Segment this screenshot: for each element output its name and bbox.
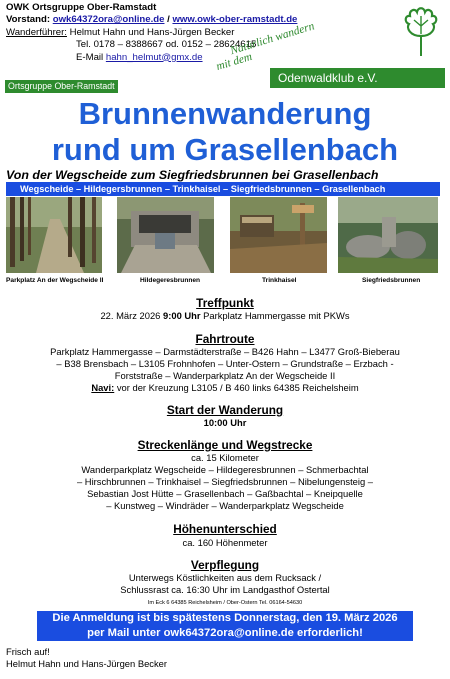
oak-leaf-icon (400, 6, 442, 58)
fahrtroute-line1: Parkplatz Hammergasse – Darmstädterstraße – B426 Hahn – L3477 Groß-Bieberau (50, 346, 400, 357)
vorstand-email-link[interactable]: owk64372ora@online.de (52, 14, 165, 26)
anmeldung-line2: per Mail unter owk64372ora@online.de erforderlich! (87, 627, 363, 639)
start-heading: Start der Wanderung (166, 403, 284, 417)
photo-siegfriedsbrunnen (338, 197, 438, 273)
photo-caption-1: Parkplatz An der Wegscheide II (6, 277, 104, 284)
website-link[interactable]: www.owk-ober-ramstadt.de (172, 14, 298, 26)
photo-parkplatz (6, 197, 102, 273)
fahrtroute-heading: Fahrtroute (195, 332, 255, 346)
verpflegung-line3: Im Eck 6 64385 Reichelsheim / Ober-Ostern Tel. 06164-54630 (147, 600, 303, 606)
email-label: E-Mail (76, 51, 106, 63)
hoehe-heading: Höhenunterschied (173, 522, 277, 536)
ortsgruppe-badge: Ortsgruppe Ober-Ramstadt (5, 80, 118, 93)
fahrtroute-line2: – B38 Brensbach – L3105 Frohnhofen – Unter-Ostern – Grundstraße – Erzbach - (56, 358, 394, 369)
strecke-line3: – Hirschbrunnen – Trinkhaisel – Siegfriedsbrunnen – Nibelungensteig – (76, 476, 374, 487)
verpflegung-line2: Schlussrast ca. 16:30 Uhr im Landgasthof Ostertal (120, 584, 330, 595)
photo-caption-3: Trinkhaisel (262, 277, 297, 284)
route-bar: Wegscheide – Hildegersbrunnen – Trinkhaisel – Siegfriedsbrunnen – Grasellenbach (6, 182, 440, 196)
photo-caption-2: Hildegeresbrunnen (140, 277, 201, 284)
page-title-line1: Brunnenwanderung (78, 96, 372, 131)
strecke-line1: ca. 15 Kilometer (191, 452, 259, 463)
navi-line (0, 382, 450, 394)
photo-hildegeresbrunnen (117, 197, 214, 273)
footer-greeting: Frisch auf! (6, 646, 50, 657)
navi-text: vor der Kreuzung L3105 / B 460 links 64385 Reichelsheim (114, 382, 359, 393)
vorstand-label: Vorstand: (6, 14, 51, 26)
treffpunkt-heading: Treffpunkt (196, 296, 254, 310)
strecke-line5: – Kunstweg – Windräder – Wanderparkplatz Wegscheide (106, 500, 344, 511)
slogan-line1: Natürlich wandern (228, 20, 316, 58)
subtitle: Von der Wegscheide zum Siegfriedsbrunnen bei Grasellenbach (6, 168, 379, 182)
strecke-line4: Sebastian Jost Hütte – Grasellenbach – Gaßbachtal – Kneipquelle (87, 488, 363, 499)
strecke-heading: Streckenlänge und Wegstrecke (137, 438, 313, 452)
footer (6, 646, 167, 670)
anmeldung-line1: Die Anmeldung ist bis spätestens Donnerstag, den 19. März 2026 (52, 612, 398, 624)
navi-label: Navi: (91, 382, 115, 393)
phone-numbers: Tel. 0178 – 8388667 od. 0152 – 28624615 (76, 39, 257, 51)
club-name-bar: Odenwaldklub e.V. (270, 68, 445, 88)
treffpunkt-place: Parkplatz Hammergasse mit PKWs (200, 310, 350, 321)
start-time: 10:00 Uhr (203, 417, 247, 428)
treffpunkt-time: 9:00 Uhr (163, 310, 201, 321)
photo-caption-4: Siegfriedsbrunnen (362, 277, 421, 284)
photo-trinkhaisel (230, 197, 327, 273)
footer-names: Helmut Hahn und Hans-Jürgen Becker (6, 658, 168, 669)
page-title-line2: rund um Grasellenbach (51, 132, 399, 167)
hoehe-text: ca. 160 Höhenmeter (182, 537, 268, 548)
strecke-line2: Wanderparkplatz Wegscheide – Hildegeresbrunnen – Schmerbachtal (81, 464, 369, 475)
verpflegung-line1: Unterwegs Köstlichkeiten aus dem Rucksack / (128, 572, 322, 583)
treffpunkt-text (0, 310, 450, 322)
fahrtroute-line3: Forststraße – Wanderparkplatz An der Wegscheide II (114, 370, 336, 381)
slogan-line2: mit dem (214, 50, 254, 74)
wanderfuehrer-label: Wanderführer: (6, 26, 67, 38)
treffpunkt-date: 22. März 2026 (100, 310, 164, 321)
wanderfuehrer-names: Helmut Hahn und Hans-Jürgen Becker (69, 26, 235, 38)
verpflegung-heading: Verpflegung (190, 558, 260, 572)
link-separator: / (164, 14, 173, 26)
org-name: OWK Ortsgruppe Ober-Ramstadt (6, 2, 157, 13)
leader-email-link[interactable]: hahn_helmut@gmx.de (105, 51, 203, 63)
anmeldung-banner (37, 611, 413, 641)
